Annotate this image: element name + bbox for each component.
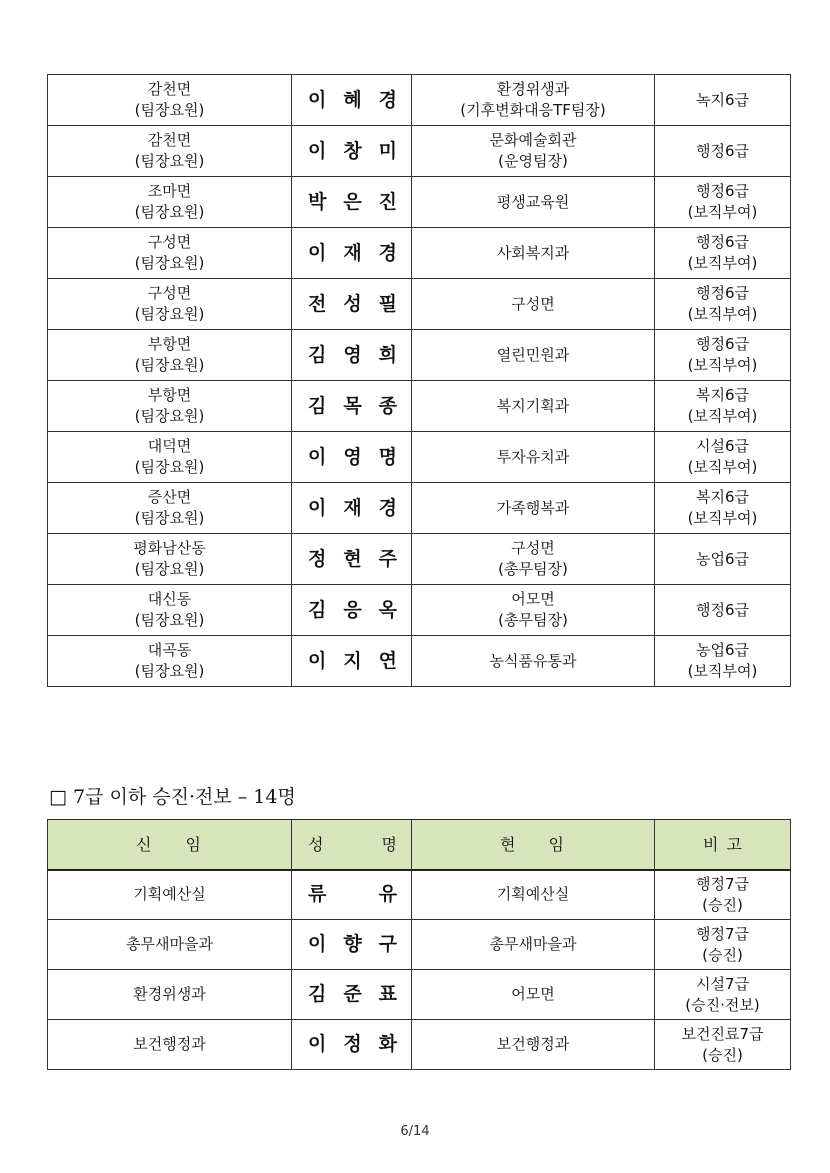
name-char: 이 bbox=[308, 139, 327, 162]
note-cell bbox=[655, 126, 791, 177]
name-char: 구 bbox=[378, 933, 397, 955]
name-char: 이 bbox=[308, 496, 327, 519]
name-char: 재 bbox=[343, 496, 362, 519]
cell-line: 투자유치과 bbox=[496, 447, 570, 466]
cell-subline: (승진) bbox=[702, 945, 743, 964]
current-post-cell bbox=[412, 126, 655, 177]
name-char: 이 bbox=[308, 649, 327, 672]
note-cell bbox=[655, 1020, 791, 1070]
new-post-cell bbox=[48, 381, 292, 432]
cell-line: 복지6급 bbox=[695, 488, 749, 506]
cell-line: 행정6급 bbox=[695, 600, 749, 619]
table-row bbox=[48, 177, 791, 228]
name-letters bbox=[292, 345, 411, 366]
name-char: 표 bbox=[378, 983, 397, 1005]
cell-subline: (팀장요원) bbox=[134, 305, 205, 323]
personnel-table-team-members bbox=[47, 74, 791, 687]
new-post-cell: 보건행정과 bbox=[48, 1020, 292, 1070]
cell-subline: (팀장요원) bbox=[134, 254, 205, 272]
name-char: 지 bbox=[343, 649, 362, 672]
name-letters bbox=[292, 984, 411, 1005]
cell-line: 감천면 bbox=[147, 131, 192, 149]
table-header-row bbox=[48, 820, 791, 870]
cell-subline: (보직부여) bbox=[687, 407, 758, 425]
name-cell bbox=[292, 870, 412, 920]
cell-line: 구성면 bbox=[511, 294, 555, 313]
cell-subline: (팀장요원) bbox=[134, 407, 205, 425]
cell-line: 사회복지과 bbox=[496, 243, 570, 262]
new-post-cell bbox=[48, 75, 292, 126]
name-char: 이 bbox=[308, 445, 327, 468]
name-char: 경 bbox=[378, 241, 397, 264]
header-name: 성 명 bbox=[292, 820, 412, 870]
current-post-cell bbox=[412, 585, 655, 636]
cell-line: 문화예술회관 bbox=[489, 131, 577, 149]
name-letters bbox=[292, 141, 411, 162]
cell-line: 대신동 bbox=[147, 590, 192, 608]
name-char: 미 bbox=[378, 139, 397, 162]
current-post-cell bbox=[412, 381, 655, 432]
cell-subline: (보직부여) bbox=[687, 458, 758, 476]
cell-line: 구성면 bbox=[147, 284, 192, 302]
table-row bbox=[48, 1020, 791, 1070]
name-char: 진 bbox=[378, 190, 397, 213]
cell-line: 농업6급 bbox=[695, 549, 749, 568]
current-post-cell bbox=[412, 636, 655, 687]
cell-line: 열린민원과 bbox=[496, 345, 570, 364]
name-letters bbox=[292, 651, 411, 672]
table-row bbox=[48, 381, 791, 432]
name-cell bbox=[292, 636, 412, 687]
cell-subline: (팀장요원) bbox=[134, 662, 205, 680]
cell-subline: (보직부여) bbox=[687, 305, 758, 323]
name-cell bbox=[292, 1020, 412, 1070]
name-letters bbox=[292, 498, 411, 519]
name-char: 화 bbox=[378, 1033, 397, 1055]
name-char: 김 bbox=[308, 343, 327, 366]
cell-line: 증산면 bbox=[147, 488, 192, 506]
note-cell bbox=[655, 920, 791, 970]
current-post-cell bbox=[412, 75, 655, 126]
cell-line: 행정6급 bbox=[695, 233, 749, 251]
name-cell bbox=[292, 483, 412, 534]
name-cell bbox=[292, 75, 412, 126]
note-cell bbox=[655, 279, 791, 330]
cell-line: 구성면 bbox=[147, 233, 192, 251]
name-char: 희 bbox=[378, 343, 397, 366]
new-post-cell bbox=[48, 279, 292, 330]
name-char: 정 bbox=[343, 1033, 362, 1055]
name-char: 옥 bbox=[378, 598, 397, 621]
name-char: 영 bbox=[343, 343, 362, 366]
name-char: 창 bbox=[343, 139, 362, 162]
name-cell bbox=[292, 432, 412, 483]
cell-line: 보건진료7급 bbox=[681, 1024, 764, 1043]
note-cell bbox=[655, 177, 791, 228]
note-cell bbox=[655, 432, 791, 483]
name-letters bbox=[292, 884, 411, 905]
cell-line: 행정6급 bbox=[695, 335, 749, 353]
cell-subline: (보직부여) bbox=[687, 254, 758, 272]
new-post-cell bbox=[48, 483, 292, 534]
cell-subline: (승진) bbox=[702, 895, 743, 914]
name-char: 이 bbox=[308, 88, 327, 111]
cell-subline: (운영팀장) bbox=[498, 152, 568, 170]
current-post-cell bbox=[412, 534, 655, 585]
cell-line: 행정6급 bbox=[695, 284, 749, 302]
name-cell bbox=[292, 585, 412, 636]
current-post-cell bbox=[412, 279, 655, 330]
page-number: 6/14 bbox=[400, 1124, 430, 1139]
table-row bbox=[48, 126, 791, 177]
current-post-cell: 보건행정과 bbox=[412, 1020, 655, 1070]
name-char: 응 bbox=[343, 598, 362, 621]
cell-line: 복지6급 bbox=[695, 386, 749, 404]
cell-subline: (팀장요원) bbox=[134, 203, 205, 221]
name-letters bbox=[292, 90, 411, 111]
note-cell bbox=[655, 75, 791, 126]
name-cell bbox=[292, 970, 412, 1020]
name-cell bbox=[292, 126, 412, 177]
cell-line: 감천면 bbox=[147, 80, 192, 98]
section-title-text: 7급 이하 승진·전보 – 14명 bbox=[73, 786, 296, 808]
new-post-cell: 환경위생과 bbox=[48, 970, 292, 1020]
name-char: 은 bbox=[343, 190, 362, 213]
note-cell bbox=[655, 870, 791, 920]
table-row bbox=[48, 432, 791, 483]
cell-line: 대덕면 bbox=[147, 437, 192, 455]
note-cell bbox=[655, 585, 791, 636]
table-row bbox=[48, 279, 791, 330]
new-post-cell: 기획예산실 bbox=[48, 870, 292, 920]
current-post-cell bbox=[412, 228, 655, 279]
cell-line: 복지기획과 bbox=[496, 396, 570, 415]
new-post-cell bbox=[48, 585, 292, 636]
section-title bbox=[49, 782, 296, 809]
cell-line: 평화남산동 bbox=[133, 539, 206, 557]
current-post-cell bbox=[412, 177, 655, 228]
current-post-cell: 어모면 bbox=[412, 970, 655, 1020]
note-cell bbox=[655, 483, 791, 534]
cell-line: 대곡동 bbox=[147, 641, 192, 659]
name-char: 연 bbox=[378, 649, 397, 672]
cell-line: 농업6급 bbox=[695, 641, 749, 659]
cell-line: 어모면 bbox=[511, 590, 555, 608]
name-letters bbox=[292, 243, 411, 264]
name-cell bbox=[292, 381, 412, 432]
name-char: 이 bbox=[308, 241, 327, 264]
name-char: 필 bbox=[378, 292, 397, 315]
name-char: 김 bbox=[308, 983, 327, 1005]
current-post-cell: 기획예산실 bbox=[412, 870, 655, 920]
table-row bbox=[48, 585, 791, 636]
name-char: 정 bbox=[308, 547, 327, 570]
name-cell bbox=[292, 177, 412, 228]
name-letters bbox=[292, 192, 411, 213]
cell-line: 부항면 bbox=[147, 335, 192, 353]
name-letters bbox=[292, 447, 411, 468]
table-row bbox=[48, 483, 791, 534]
personnel-table-grade7 bbox=[47, 819, 791, 1070]
cell-line: 행정6급 bbox=[695, 141, 749, 160]
name-letters bbox=[292, 934, 411, 955]
note-cell bbox=[655, 330, 791, 381]
name-cell bbox=[292, 279, 412, 330]
name-char: 주 bbox=[378, 547, 397, 570]
current-post-cell bbox=[412, 483, 655, 534]
current-post-cell bbox=[412, 330, 655, 381]
name-letters bbox=[292, 396, 411, 417]
new-post-cell bbox=[48, 228, 292, 279]
name-letters bbox=[292, 294, 411, 315]
new-post-cell: 총무새마을과 bbox=[48, 920, 292, 970]
name-char: 혜 bbox=[343, 88, 362, 111]
name-char: 전 bbox=[308, 292, 327, 315]
cell-subline: (총무팀장) bbox=[498, 560, 568, 578]
name-char: 류 bbox=[308, 883, 327, 906]
cell-subline: (보직부여) bbox=[687, 509, 758, 527]
cell-line: 시설6급 bbox=[695, 437, 749, 455]
cell-line: 녹지6급 bbox=[695, 90, 749, 109]
name-char: 준 bbox=[343, 983, 362, 1005]
cell-subline: (팀장요원) bbox=[134, 101, 205, 119]
table-row bbox=[48, 870, 791, 920]
table-row bbox=[48, 330, 791, 381]
cell-subline: (보직부여) bbox=[687, 356, 758, 374]
current-post-cell: 총무새마을과 bbox=[412, 920, 655, 970]
checkbox-square-icon: □ bbox=[49, 786, 67, 808]
cell-line: 농식품유통과 bbox=[489, 651, 577, 670]
new-post-cell bbox=[48, 534, 292, 585]
cell-subline: (팀장요원) bbox=[134, 458, 205, 476]
cell-line: 가족행복과 bbox=[496, 498, 570, 517]
header-current-post: 현 임 bbox=[412, 820, 655, 870]
new-post-cell bbox=[48, 432, 292, 483]
note-cell bbox=[655, 636, 791, 687]
header-note: 비 고 bbox=[655, 820, 791, 870]
name-cell bbox=[292, 920, 412, 970]
cell-subline: (승진·전보) bbox=[685, 995, 760, 1014]
header-new-post: 신 임 bbox=[48, 820, 292, 870]
name-cell bbox=[292, 534, 412, 585]
new-post-cell bbox=[48, 126, 292, 177]
cell-line: 행정7급 bbox=[695, 874, 749, 893]
note-cell bbox=[655, 228, 791, 279]
cell-subline: (팀장요원) bbox=[134, 611, 205, 629]
cell-line: 조마면 bbox=[147, 182, 192, 200]
cell-subline: (기후변화대응TF팀장) bbox=[460, 101, 606, 119]
new-post-cell bbox=[48, 177, 292, 228]
cell-subline: (팀장요원) bbox=[134, 560, 205, 578]
table-row bbox=[48, 75, 791, 126]
cell-subline: (팀장요원) bbox=[134, 509, 205, 527]
name-char: 재 bbox=[343, 241, 362, 264]
cell-subline: (총무팀장) bbox=[498, 611, 568, 629]
name-char: 경 bbox=[378, 496, 397, 519]
table-row bbox=[48, 534, 791, 585]
name-letters bbox=[292, 1034, 411, 1055]
name-char: 경 bbox=[378, 88, 397, 111]
new-post-cell bbox=[48, 330, 292, 381]
note-cell bbox=[655, 970, 791, 1020]
new-post-cell bbox=[48, 636, 292, 687]
name-char: 유 bbox=[378, 883, 397, 906]
note-cell bbox=[655, 381, 791, 432]
cell-line: 평생교육원 bbox=[496, 192, 570, 211]
name-cell bbox=[292, 330, 412, 381]
cell-line: 시설7급 bbox=[695, 974, 749, 993]
name-letters bbox=[292, 600, 411, 621]
cell-subline: (팀장요원) bbox=[134, 356, 205, 374]
name-char: 종 bbox=[378, 394, 397, 417]
name-char: 박 bbox=[308, 190, 327, 213]
cell-line: 행정6급 bbox=[695, 182, 749, 200]
name-char: 김 bbox=[308, 598, 327, 621]
name-char: 영 bbox=[343, 445, 362, 468]
name-char: 목 bbox=[343, 394, 362, 417]
cell-line: 행정7급 bbox=[695, 924, 749, 943]
cell-subline: (보직부여) bbox=[687, 662, 758, 680]
name-cell bbox=[292, 228, 412, 279]
table-row bbox=[48, 970, 791, 1020]
name-char: 이 bbox=[308, 1033, 327, 1055]
cell-subline: (팀장요원) bbox=[134, 152, 205, 170]
name-char: 명 bbox=[378, 445, 397, 468]
cell-line: 부항면 bbox=[147, 386, 192, 404]
name-char: 이 bbox=[308, 933, 327, 955]
cell-subline: (승진) bbox=[702, 1045, 743, 1064]
table-row bbox=[48, 920, 791, 970]
cell-subline: (보직부여) bbox=[687, 203, 758, 221]
note-cell bbox=[655, 534, 791, 585]
cell-line: 환경위생과 bbox=[496, 80, 570, 98]
name-char: 향 bbox=[343, 933, 362, 955]
current-post-cell bbox=[412, 432, 655, 483]
name-char: 현 bbox=[343, 547, 362, 570]
name-char: 성 bbox=[343, 292, 362, 315]
cell-line: 구성면 bbox=[511, 539, 555, 557]
table-row bbox=[48, 228, 791, 279]
name-letters bbox=[292, 549, 411, 570]
name-char: 김 bbox=[308, 394, 327, 417]
table-row bbox=[48, 636, 791, 687]
